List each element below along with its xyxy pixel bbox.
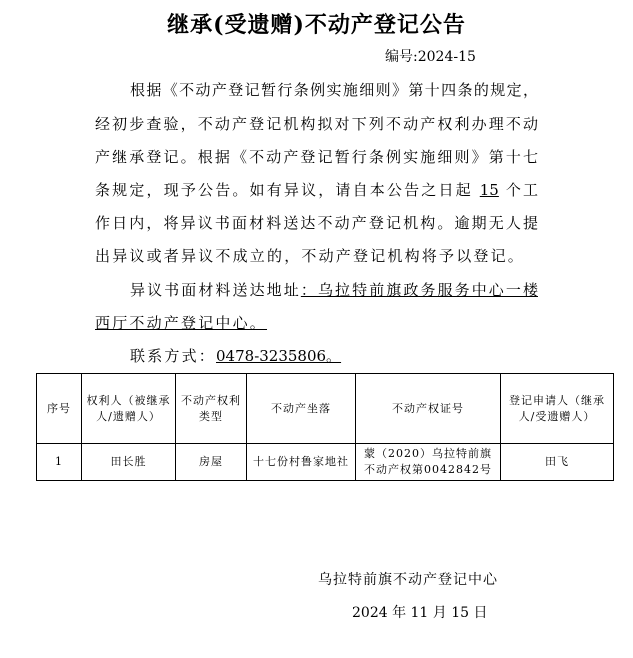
address-label: 异议书面材料送达地址 xyxy=(130,281,301,299)
notice-title: 继承(受遗赠)不动产登记公告 xyxy=(167,12,466,38)
body-line: 根据《不动产登记暂行条例实施细则》第十四条的规定， xyxy=(130,81,538,99)
working-days: 15 xyxy=(479,181,499,199)
cell: 房屋 xyxy=(176,444,247,481)
header-cell: 序号 xyxy=(37,374,82,444)
cell: 田飞 xyxy=(501,444,614,481)
cell: 田长胜 xyxy=(82,444,176,481)
header-cell: 不动产坐落 xyxy=(247,374,356,444)
address-value: 西厅不动产登记中心。 xyxy=(95,314,268,332)
body-line: 作日内，将异议书面材料送达不动产登记机构。逾期无人提 xyxy=(95,214,538,232)
header-cell: 登记申请人（继承人/受遗赠人） xyxy=(501,374,614,444)
table-header-row xyxy=(37,374,614,444)
cell: 1 xyxy=(37,444,82,481)
body-line xyxy=(95,180,538,200)
body-text: 条规定，现予公告。如有异议，请自本公告之日起 xyxy=(95,181,473,199)
body-line: 经初步查验，不动产登记机构拟对下列不动产权利办理不动 xyxy=(95,115,538,133)
cell: 十七份村鲁家地社 xyxy=(247,444,356,481)
contact-label: 联系方式： xyxy=(130,347,217,365)
issue-date: 2024 年 11 月 15 日 xyxy=(352,605,488,621)
property-table xyxy=(36,373,614,481)
cell: 蒙（2020）乌拉特前旗不动产权第0042842号 xyxy=(356,444,501,481)
contact-line xyxy=(130,346,538,366)
notice-number: 编号:2024-15 xyxy=(385,49,476,65)
address-value: ：乌拉特前旗政务服务中心一楼 xyxy=(300,281,538,299)
address-line xyxy=(95,313,538,333)
body-line: 产继承登记。根据《不动产登记暂行条例实施细则》第十七 xyxy=(95,148,538,166)
body-line: 出异议或者异议不成立的，不动产登记机构将予以登记。 xyxy=(95,247,526,265)
header-cell: 权利人（被继承人/遗赠人） xyxy=(82,374,176,444)
header-cell: 不动产权利类型 xyxy=(176,374,247,444)
table-row xyxy=(37,444,614,481)
issuer-signature: 乌拉特前旗不动产登记中心 xyxy=(318,572,498,588)
header-cell: 不动产权证号 xyxy=(356,374,501,444)
body-text: 个工 xyxy=(505,181,538,199)
address-line xyxy=(130,280,538,300)
contact-phone: 0478-3235806。 xyxy=(216,347,342,365)
